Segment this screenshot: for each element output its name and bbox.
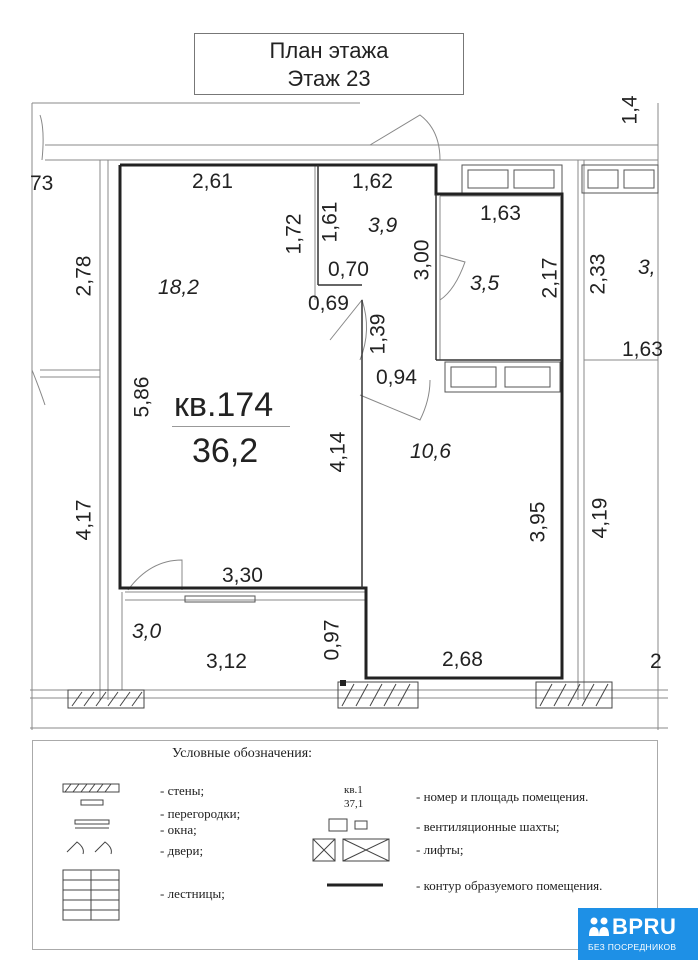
bpru-logo[interactable] bbox=[578, 908, 698, 960]
dim-330: 3,30 bbox=[222, 564, 263, 587]
dim-217: 2,17 bbox=[538, 257, 562, 299]
dim-2: 2 bbox=[650, 650, 662, 673]
legend-number-area: - номер и площадь помещения. bbox=[416, 789, 589, 804]
dim-395: 3,95 bbox=[526, 501, 550, 543]
people-icon bbox=[588, 916, 610, 938]
area-bath2: 3,5 bbox=[470, 272, 500, 295]
legend-heading: Условные обозначения: bbox=[172, 746, 313, 761]
legend-partitions: - перегородки; bbox=[160, 806, 241, 821]
dim-261: 2,61 bbox=[192, 170, 233, 193]
apartment-divider bbox=[172, 426, 290, 427]
legend-walls: - стены; bbox=[160, 783, 205, 798]
dim-163a: 1,63 bbox=[480, 202, 521, 225]
dim-139: 1,39 bbox=[366, 313, 390, 355]
legend-symbols-right bbox=[305, 815, 405, 895]
dim-161: 1,61 bbox=[318, 201, 342, 243]
dim-1-4: 1,4 bbox=[618, 95, 642, 125]
legend-symbols bbox=[55, 770, 135, 930]
legend-sample-apt: кв.1 bbox=[344, 784, 363, 796]
legend-sample-area: 37,1 bbox=[344, 798, 364, 810]
area-neighbor: 3, bbox=[638, 256, 656, 279]
apartment-number: кв.174 bbox=[174, 386, 274, 424]
dim-300: 3,00 bbox=[410, 239, 434, 281]
apartment-area: 36,2 bbox=[192, 432, 259, 470]
dim-163b: 1,63 bbox=[622, 338, 663, 361]
dim-069: 0,69 bbox=[308, 292, 349, 315]
logo-brand: BPRU bbox=[612, 914, 677, 939]
dim-312: 3,12 bbox=[206, 650, 247, 673]
dim-417: 4,17 bbox=[72, 499, 96, 541]
dim-070: 0,70 bbox=[328, 258, 369, 281]
legend-vent: - вентиляционные шахты; bbox=[416, 819, 560, 834]
dim-419: 4,19 bbox=[588, 497, 612, 539]
legend-stairs: - лестницы; bbox=[160, 886, 225, 901]
building-outline bbox=[30, 103, 668, 730]
dim-094: 0,94 bbox=[376, 366, 417, 389]
legend-lifts: - лифты; bbox=[416, 842, 464, 857]
legend-doors: - двери; bbox=[160, 843, 204, 858]
dim-278: 2,78 bbox=[72, 255, 96, 297]
area-bath1: 3,9 bbox=[368, 214, 398, 237]
dim-162: 1,62 bbox=[352, 170, 393, 193]
dim-097: 0,97 bbox=[320, 619, 344, 661]
area-living: 18,2 bbox=[158, 276, 199, 299]
dim-268: 2,68 bbox=[442, 648, 483, 671]
area-loggia: 3,0 bbox=[132, 620, 162, 643]
contour-marker bbox=[340, 680, 346, 686]
dim-233: 2,33 bbox=[586, 253, 610, 295]
area-kitchen: 10,6 bbox=[410, 440, 451, 463]
plan-title: План этажа bbox=[269, 38, 389, 63]
dim-586: 5,86 bbox=[130, 376, 154, 418]
dim-414: 4,14 bbox=[326, 431, 350, 473]
window-blocks bbox=[185, 165, 658, 602]
floor-label: Этаж 23 bbox=[287, 66, 371, 91]
legend-contour: - контур образуемого помещения. bbox=[416, 878, 603, 893]
logo-tagline: БЕЗ ПОСРЕДНИКОВ bbox=[588, 942, 677, 952]
dim-73: 73 bbox=[30, 172, 54, 195]
door-swings bbox=[32, 115, 465, 590]
legend-windows: - окна; bbox=[160, 822, 197, 837]
dim-172: 1,72 bbox=[282, 213, 306, 255]
